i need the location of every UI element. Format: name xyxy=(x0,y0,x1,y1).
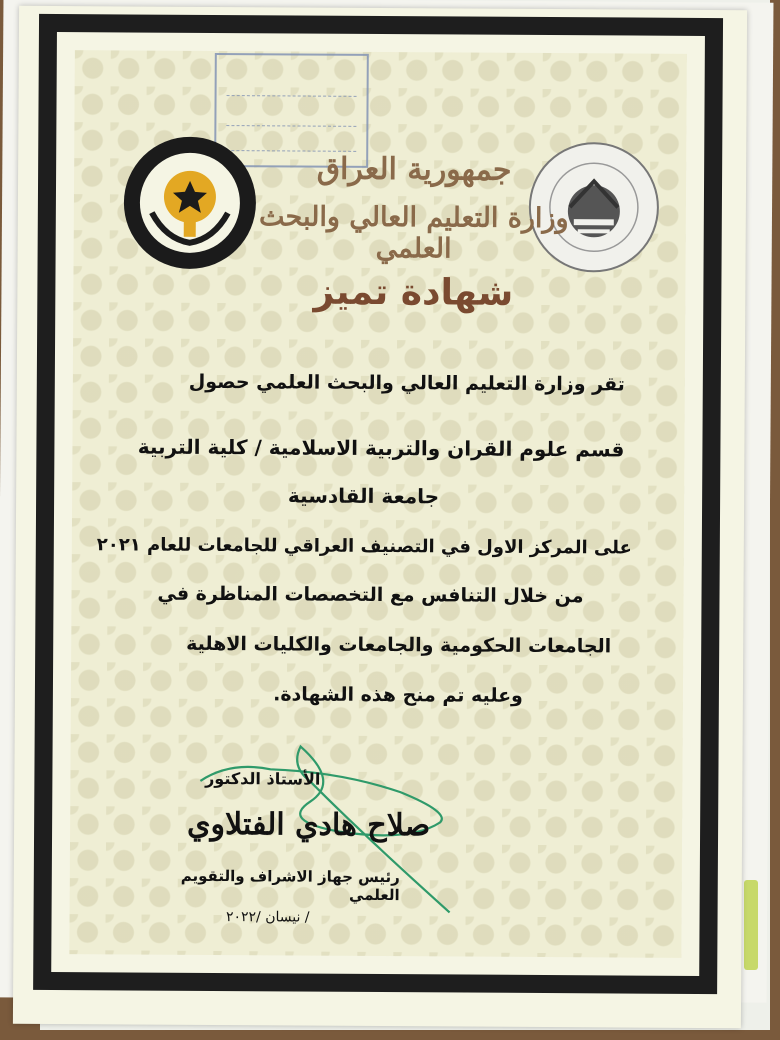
certificate-line-6: الجامعات الحكومية والجامعات والكليات الاهلية xyxy=(186,632,612,658)
star-badge-icon xyxy=(122,134,259,271)
certificate-frame xyxy=(33,14,723,994)
certificate-line-3: جامعة القادسية xyxy=(287,483,440,509)
certificate-line-4: على المركز الاول في التصنيف العراقي للجامعات للعام ٢٠٢١ xyxy=(96,534,632,559)
certificate-date: / نيسان /٢٠٢٢ xyxy=(225,909,310,926)
signatory-role: رئيس جهاز الاشراف والتقويم العلمي xyxy=(180,866,400,905)
green-folder-edge xyxy=(744,880,758,970)
certificate-line-5: من خلال التنافس مع التخصصات المناظرة في xyxy=(157,582,584,608)
ministry-heading: وزارة التعليم العالي والبحث العلمي xyxy=(258,201,569,265)
country-heading: جمهورية العراق xyxy=(316,151,512,188)
certificate-line-2: قسم علوم القران والتربية الاسلامية / كلية التربية xyxy=(137,434,625,462)
certificate-line-7: وعليه تم منح هذه الشهادة. xyxy=(273,683,523,707)
certificate-sheet xyxy=(13,6,747,1028)
signatory-title: الأستاذ الدكتور xyxy=(205,768,321,789)
signatory-name: صلاح هادي الفتلاوي xyxy=(186,806,431,844)
certificate-line-1: تقر وزارة التعليم العالي والبحث العلمي حصول xyxy=(188,370,625,396)
certificate-body xyxy=(69,50,687,958)
certificate-title: شهادة تميز xyxy=(313,271,514,314)
